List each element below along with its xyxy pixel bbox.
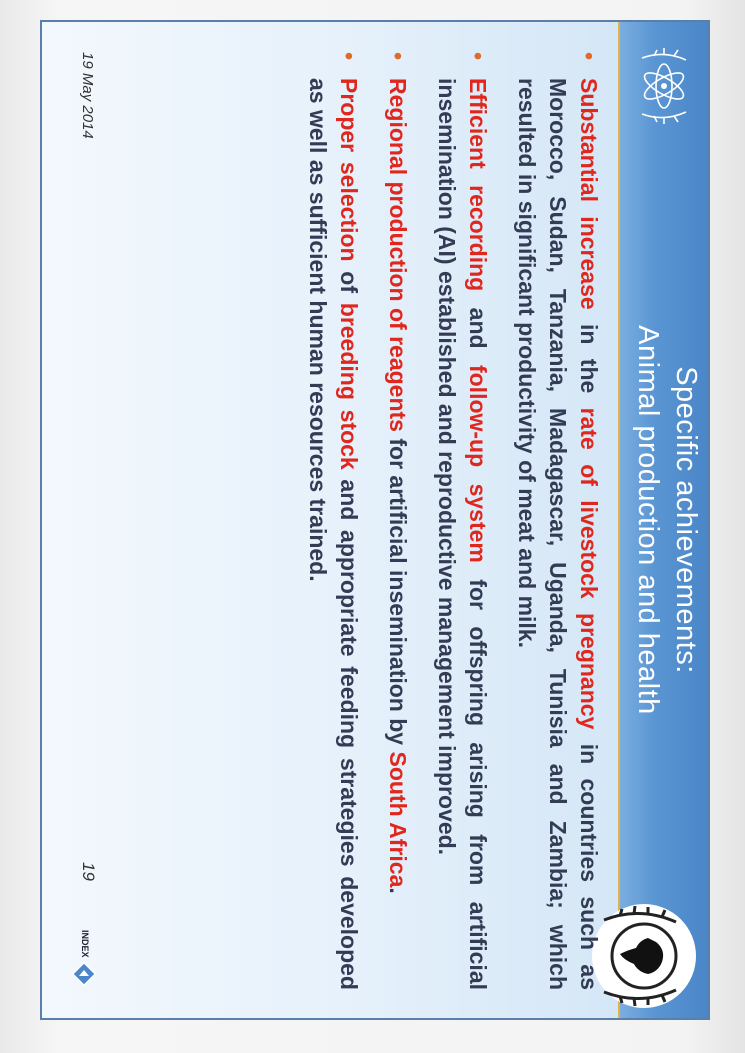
page-number: 19 <box>79 862 98 881</box>
bullet-item <box>511 50 604 990</box>
bullet-text: in countries such as Morocco, Sudan, Tanzania, Madagascar, Uganda, Tunisia and Zambia; which resulted in significant productivity of meat and milk. <box>514 78 602 990</box>
bullet-text: in the <box>576 309 602 408</box>
highlighted-text: follow-up system <box>465 364 491 563</box>
slide-subtitle: Animal production and health <box>632 325 664 715</box>
highlighted-text: Substantial increase <box>576 78 602 310</box>
bullet-item <box>382 50 413 990</box>
bullet-text: and <box>465 291 491 365</box>
bullet-list <box>284 50 604 990</box>
bullet-text: and appropriate feeding strategies developed as well as sufficient human resources trained. <box>305 78 362 990</box>
highlighted-text: Efficient recording <box>465 78 491 292</box>
slide-header <box>618 22 708 1018</box>
highlighted-text: Proper selection <box>336 78 362 262</box>
slide <box>40 20 710 1020</box>
bullet-text: for offspring arising from artificial insemination (AI) established and reproductive management improved. <box>434 78 491 990</box>
bullet-item <box>302 50 364 990</box>
index-link[interactable]: INDEX <box>80 930 90 958</box>
highlighted-text: breeding stock <box>336 302 362 470</box>
bullet-text: . <box>385 887 411 894</box>
navigation-arrow-icon[interactable] <box>72 962 96 986</box>
bullet-text: of <box>336 261 362 303</box>
footer-date: 19 May 2014 <box>79 52 96 139</box>
highlighted-text: rate of livestock pregnancy <box>576 407 602 730</box>
slide-title: Specific achievements: <box>670 366 702 674</box>
highlighted-text: South Africa <box>385 751 411 888</box>
bullet-item <box>431 50 493 990</box>
highlighted-text: Regional production of reagents <box>385 78 411 432</box>
bullet-text: for artificial insemination by <box>385 431 411 752</box>
